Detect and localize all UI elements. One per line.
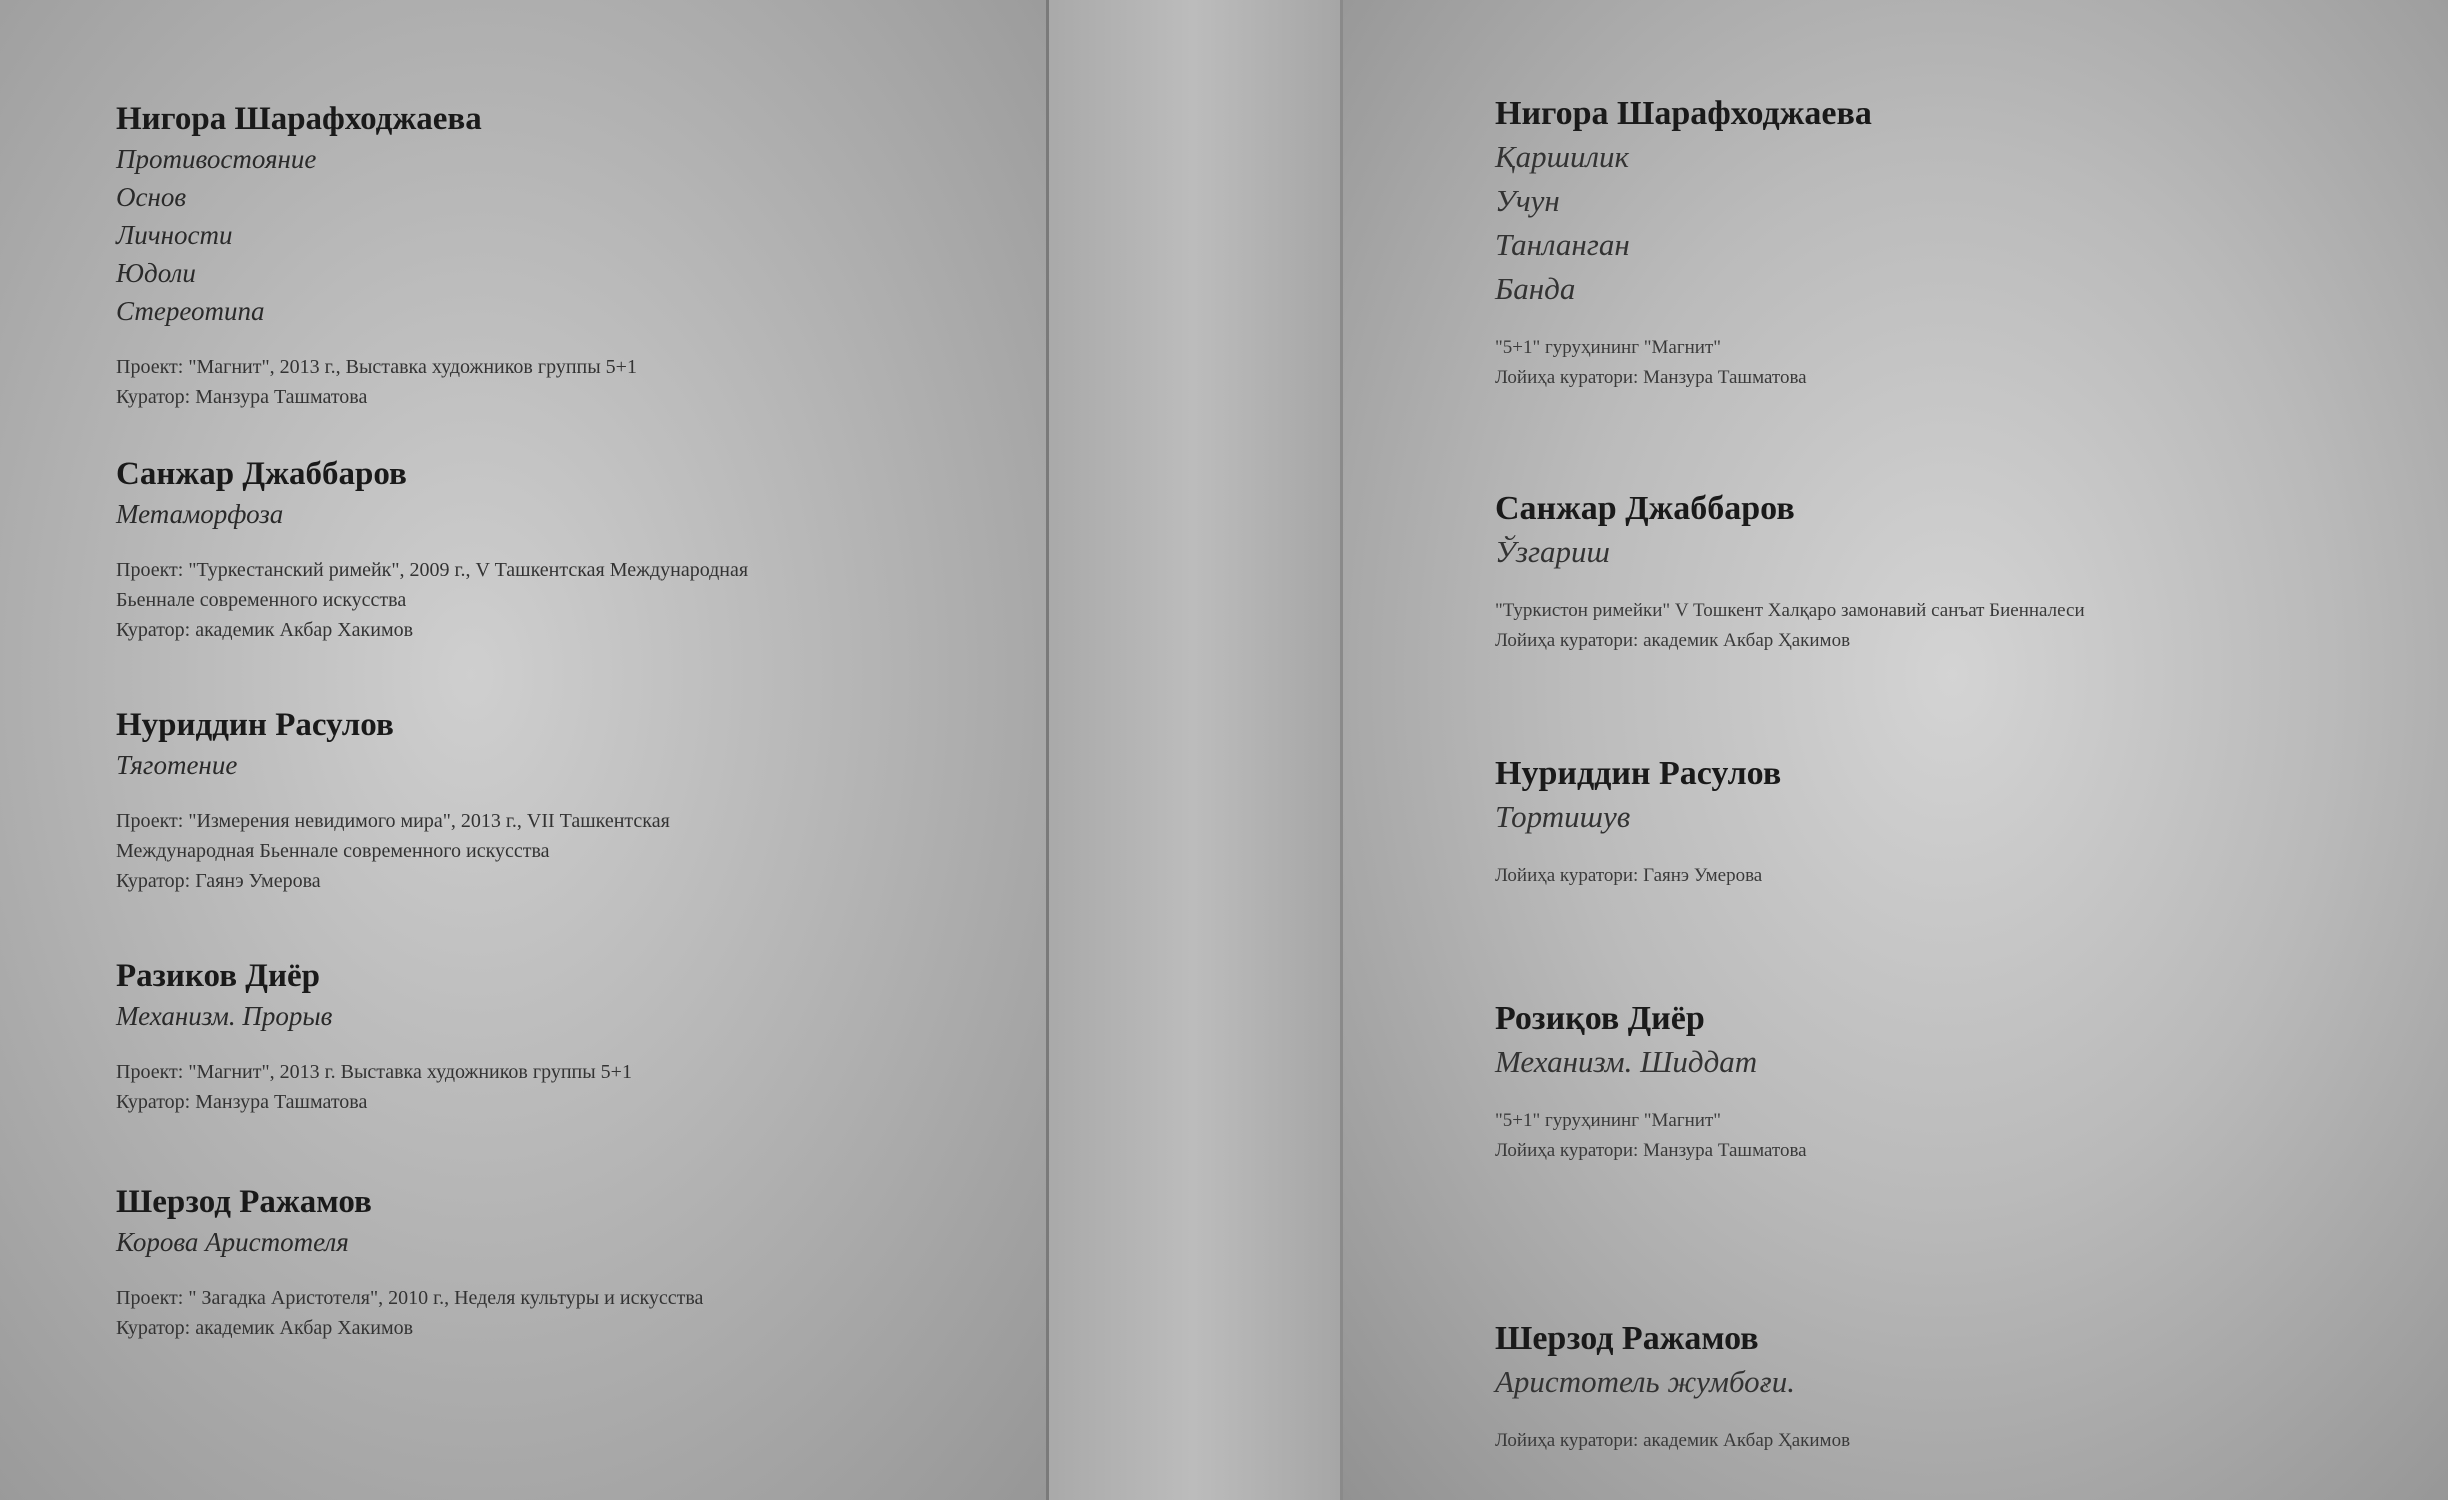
artwork-titles <box>1495 1360 2395 1404</box>
curator-line: Лойиҳа куратори: Манзура Ташматова <box>1495 367 1807 388</box>
artwork-titles <box>1495 530 2395 574</box>
artwork-title: Стереотипа <box>116 296 265 326</box>
artwork-title: Қаршилик <box>1495 139 1630 174</box>
project-info <box>1495 861 2395 891</box>
artist-entry <box>116 706 996 896</box>
curator-line: Лойиҳа куратори: Гаянэ Умерова <box>1495 865 1763 886</box>
project-info <box>116 352 996 412</box>
artist-name: Санжар Джаббаров <box>1495 490 1795 527</box>
artwork-titles <box>116 1223 996 1261</box>
artist-name: Санжар Джаббаров <box>116 456 407 492</box>
artwork-title: Противостояние <box>116 144 317 174</box>
artwork-title: Танланган <box>1495 227 1630 262</box>
wall-gap <box>1046 0 1340 1500</box>
artwork-title: Корова Аристотеля <box>116 1227 349 1257</box>
artwork-title: Ўзгариш <box>1495 534 1610 569</box>
artwork-title: Учун <box>1495 183 1560 218</box>
project-line: Проект: "Магнит", 2013 г., Выставка художников группы 5+1 <box>116 356 637 378</box>
artwork-titles <box>116 746 996 784</box>
artist-entry <box>1495 1000 2395 1166</box>
artwork-titles <box>1495 795 2395 839</box>
artwork-titles <box>116 140 996 330</box>
project-line: Международная Бьеннале современного искусства <box>116 840 550 862</box>
project-info <box>116 806 996 896</box>
artwork-titles <box>116 495 996 533</box>
artwork-title: Юдоли <box>116 258 196 288</box>
project-info <box>1495 1106 2395 1166</box>
artist-name: Нуриддин Расулов <box>1495 755 1782 792</box>
artist-entry <box>116 957 996 1117</box>
project-info <box>1495 333 2395 393</box>
curator-line: Куратор: академик Акбар Хакимов <box>116 1317 414 1339</box>
artwork-title: Аристотель жумбоғи. <box>1495 1364 1795 1399</box>
artwork-title: Банда <box>1495 271 1576 306</box>
project-line: "5+1" гуруҳининг "Магнит" <box>1495 337 1722 358</box>
artist-name: Шерзод Ражамов <box>1495 1320 1759 1357</box>
left-paper-sheet <box>0 0 1049 1500</box>
artist-name: Розиқов Диёр <box>1495 1000 1705 1037</box>
artist-name: Нигора Шарафходжаева <box>1495 95 1872 132</box>
project-info <box>116 555 996 645</box>
artist-name: Разиков Диёр <box>116 958 320 994</box>
project-info <box>116 1057 996 1117</box>
project-line: Проект: "Магнит", 2013 г. Выставка художников группы 5+1 <box>116 1061 632 1083</box>
project-info <box>1495 1426 2395 1456</box>
artwork-title: Тяготение <box>116 750 238 780</box>
curator-line: Лойиҳа куратори: академик Акбар Ҳакимов <box>1495 1430 1851 1451</box>
project-line: Проект: "Туркестанский римейк", 2009 г., V Ташкентская Международная <box>116 559 749 581</box>
artwork-title: Механизм. Шиддат <box>1495 1044 1758 1079</box>
curator-line: Куратор: Манзура Ташматова <box>116 1091 368 1113</box>
artwork-title: Личности <box>116 220 233 250</box>
artist-entry <box>116 455 996 645</box>
artist-name: Нигора Шарафходжаева <box>116 101 482 137</box>
curator-line: Куратор: Гаянэ Умерова <box>116 870 321 892</box>
curator-line: Лойиҳа куратори: академик Акбар Ҳакимов <box>1495 630 1851 651</box>
artist-entry <box>1495 755 2395 891</box>
right-paper-sheet <box>1340 0 2448 1500</box>
artwork-titles <box>1495 1040 2395 1084</box>
project-line: "Туркистон римейки" V Тошкент Халқаро замонавий санъат Биенналеси <box>1495 600 2085 621</box>
artwork-title: Тортишув <box>1495 799 1631 834</box>
project-line: Бьеннале современного искусства <box>116 589 407 611</box>
artwork-title: Механизм. Прорыв <box>116 1001 333 1031</box>
project-line: Проект: " Загадка Аристотеля", 2010 г., Неделя культуры и искусства <box>116 1287 704 1309</box>
artist-entry <box>1495 1320 2395 1456</box>
curator-line: Лойиҳа куратори: Манзура Ташматова <box>1495 1140 1807 1161</box>
artist-entry <box>1495 95 2395 393</box>
artwork-titles <box>116 997 996 1035</box>
project-info <box>116 1283 996 1343</box>
project-info <box>1495 596 2395 656</box>
artist-name: Нуриддин Расулов <box>116 707 394 743</box>
artwork-title: Метаморфоза <box>116 499 284 529</box>
project-line: Проект: "Измерения невидимого мира", 2013 г., VII Ташкентская <box>116 810 670 832</box>
artist-entry <box>116 1183 996 1343</box>
curator-line: Куратор: Манзура Ташматова <box>116 386 368 408</box>
project-line: "5+1" гуруҳининг "Магнит" <box>1495 1110 1722 1131</box>
curator-line: Куратор: академик Акбар Хакимов <box>116 619 414 641</box>
artist-entry <box>116 100 996 412</box>
artist-name: Шерзод Ражамов <box>116 1184 372 1220</box>
artwork-titles <box>1495 135 2395 311</box>
artwork-title: Основ <box>116 182 187 212</box>
artist-entry <box>1495 490 2395 656</box>
